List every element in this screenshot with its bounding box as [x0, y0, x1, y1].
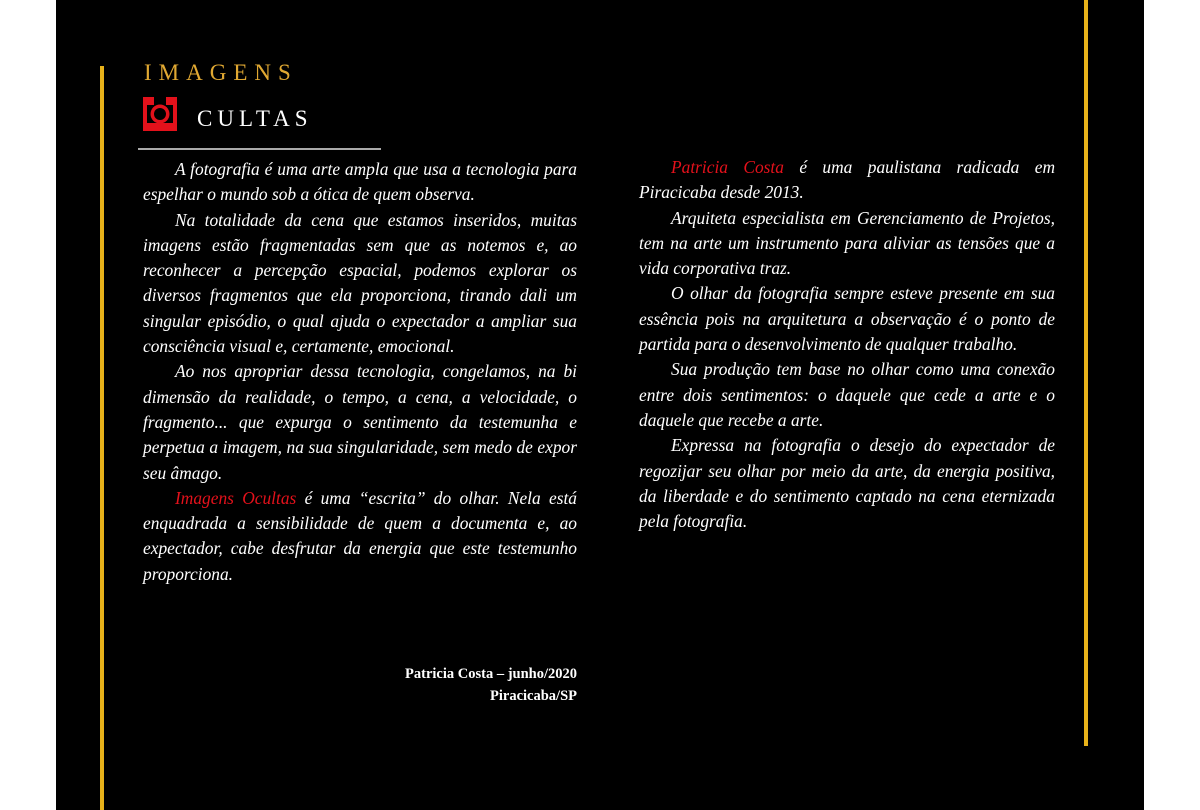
- paragraph-text: é uma paulistana radicada em Piracicaba desde 2013.: [639, 157, 1055, 203]
- paragraph: Arquiteta especialista em Gerenciamento de Projetos, tem na arte um instrumento para aliviar as tensões que a vida corporativa traz.: [639, 207, 1055, 279]
- logo-title-cultas: CULTAS: [197, 106, 313, 131]
- paragraph: Na totalidade da cena que estamos inseridos, muitas imagens estão fragmentadas sem que as notemos e, ao reconhecer a percepção espacial, podemos explorar os diversos fragmentos que ela proporciona, tirando dali um singular episódio, o qual ajuda o expectador a ampliar sua consciência visual e, certamente, emocional.: [143, 209, 577, 357]
- right-accent-line: [1084, 0, 1088, 746]
- logo-title-imagens: IMAGENS: [144, 60, 298, 85]
- camera-o-icon: [143, 97, 177, 131]
- highlight-title: Imagens Ocultas: [175, 487, 297, 508]
- paragraph: O olhar da fotografia sempre esteve presente em sua essência pois na arquitetura a observação é o ponto de partida para o desenvolvimento de qualquer trabalho.: [639, 283, 1055, 355]
- signature-author-date: Patricia Costa – junho/2020: [405, 666, 577, 682]
- paragraph: Expressa na fotografia o desejo do expectador de regozijar seu olhar por meio da arte, da energia positiva, da liberdade e do sentimento captado na cena eternizada pela fotografia.: [639, 435, 1055, 532]
- left-accent-line: [100, 66, 104, 810]
- paragraph: [639, 155, 1055, 206]
- paragraph: Sua produção tem base no olhar como uma conexão entre dois sentimentos: o daquele que cede a arte e o daquele que recebe a arte.: [639, 359, 1055, 430]
- paragraph: Ao nos apropriar dessa tecnologia, congelamos, na bi dimensão da realidade, o tempo, a cena, a velocidade, o fragmento... que expurga o sentimento da testemunha e perpetua a imagem, na sua singularidade, sem medo de expor seu âmago.: [143, 361, 577, 483]
- highlight-name: Patricia Costa: [671, 157, 784, 177]
- signature-location: Piracicaba/SP: [490, 688, 577, 704]
- divider: [138, 148, 381, 150]
- paragraph: [143, 486, 577, 587]
- paragraph-text: é uma “escrita” do olhar. Nela está enquadrada a sensibilidade de quem a documenta e, ao expectador, cabe desfrutar da energia que este testemunho proporciona.: [143, 487, 577, 584]
- slide: [56, 0, 1144, 810]
- paragraph: A fotografia é uma arte ampla que usa a tecnologia para espelhar o mundo sob a ótica de quem observa.: [143, 159, 577, 205]
- intro-text-column: [143, 157, 577, 587]
- bio-text-column: [639, 155, 1055, 534]
